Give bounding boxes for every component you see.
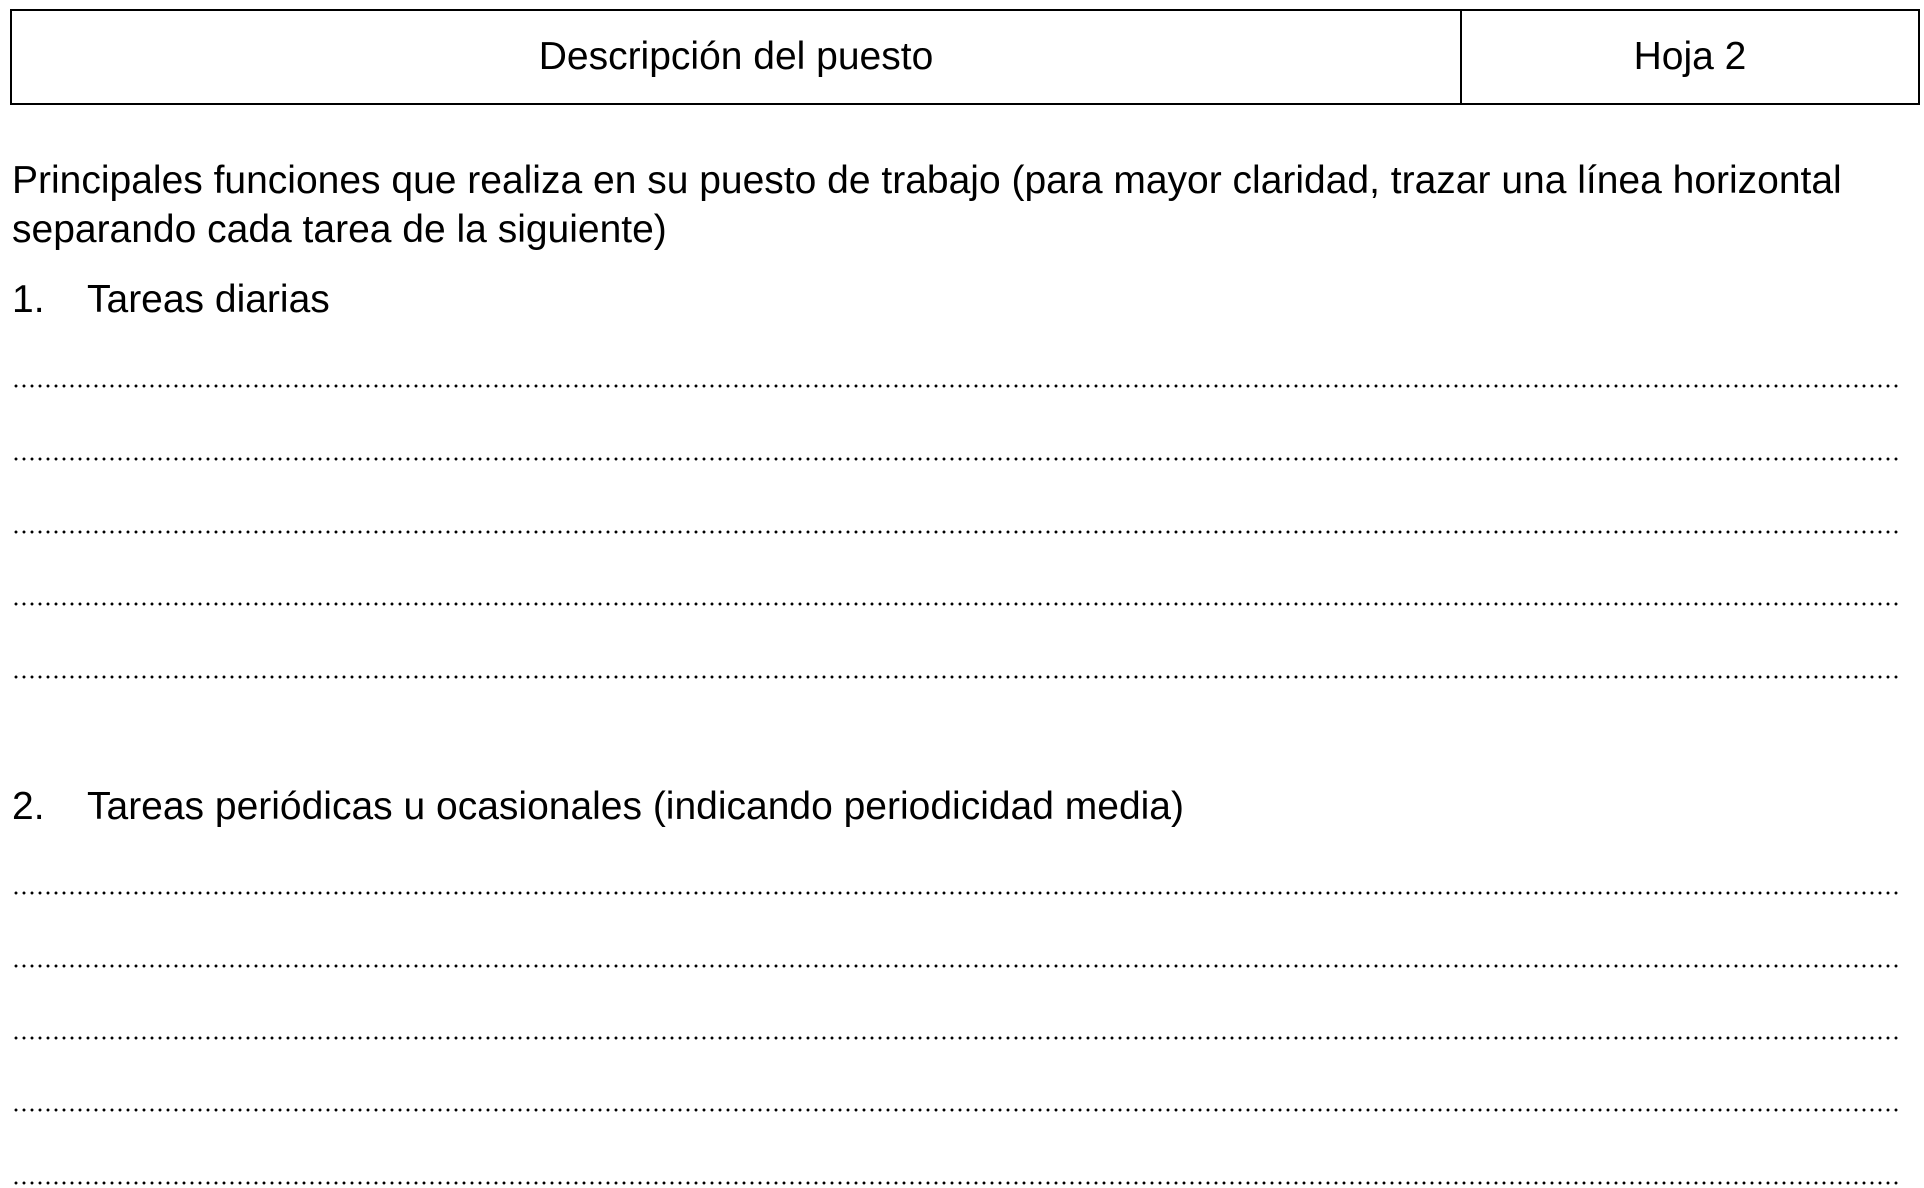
answer-line[interactable]: [12, 457, 1900, 461]
section-number: 2.: [12, 785, 45, 828]
answer-line[interactable]: [12, 602, 1900, 606]
answer-line[interactable]: [12, 530, 1900, 534]
section-heading-daily-tasks: [12, 275, 330, 324]
section-heading-periodic-tasks: [12, 782, 1184, 831]
answer-line[interactable]: [12, 891, 1900, 895]
answer-line[interactable]: [12, 964, 1900, 968]
section-number: 1.: [12, 278, 45, 321]
header-table: [10, 9, 1920, 105]
answer-line[interactable]: [12, 384, 1900, 388]
section-label: Tareas diarias: [87, 278, 330, 321]
page-title: Descripción del puesto: [12, 11, 1462, 103]
instructions-text: Principales funciones que realiza en su puesto de trabajo (para mayor claridad, trazar una línea horizontal separando cada tarea de la siguiente): [12, 159, 1842, 251]
section-label: Tareas periódicas u ocasionales (indicando periodicidad media): [87, 785, 1184, 828]
answer-line[interactable]: [12, 1036, 1900, 1040]
sheet-number: Hoja 2: [1633, 35, 1747, 78]
answer-line[interactable]: [12, 1181, 1900, 1185]
answer-line[interactable]: [12, 675, 1900, 679]
answer-line[interactable]: [12, 1108, 1900, 1112]
